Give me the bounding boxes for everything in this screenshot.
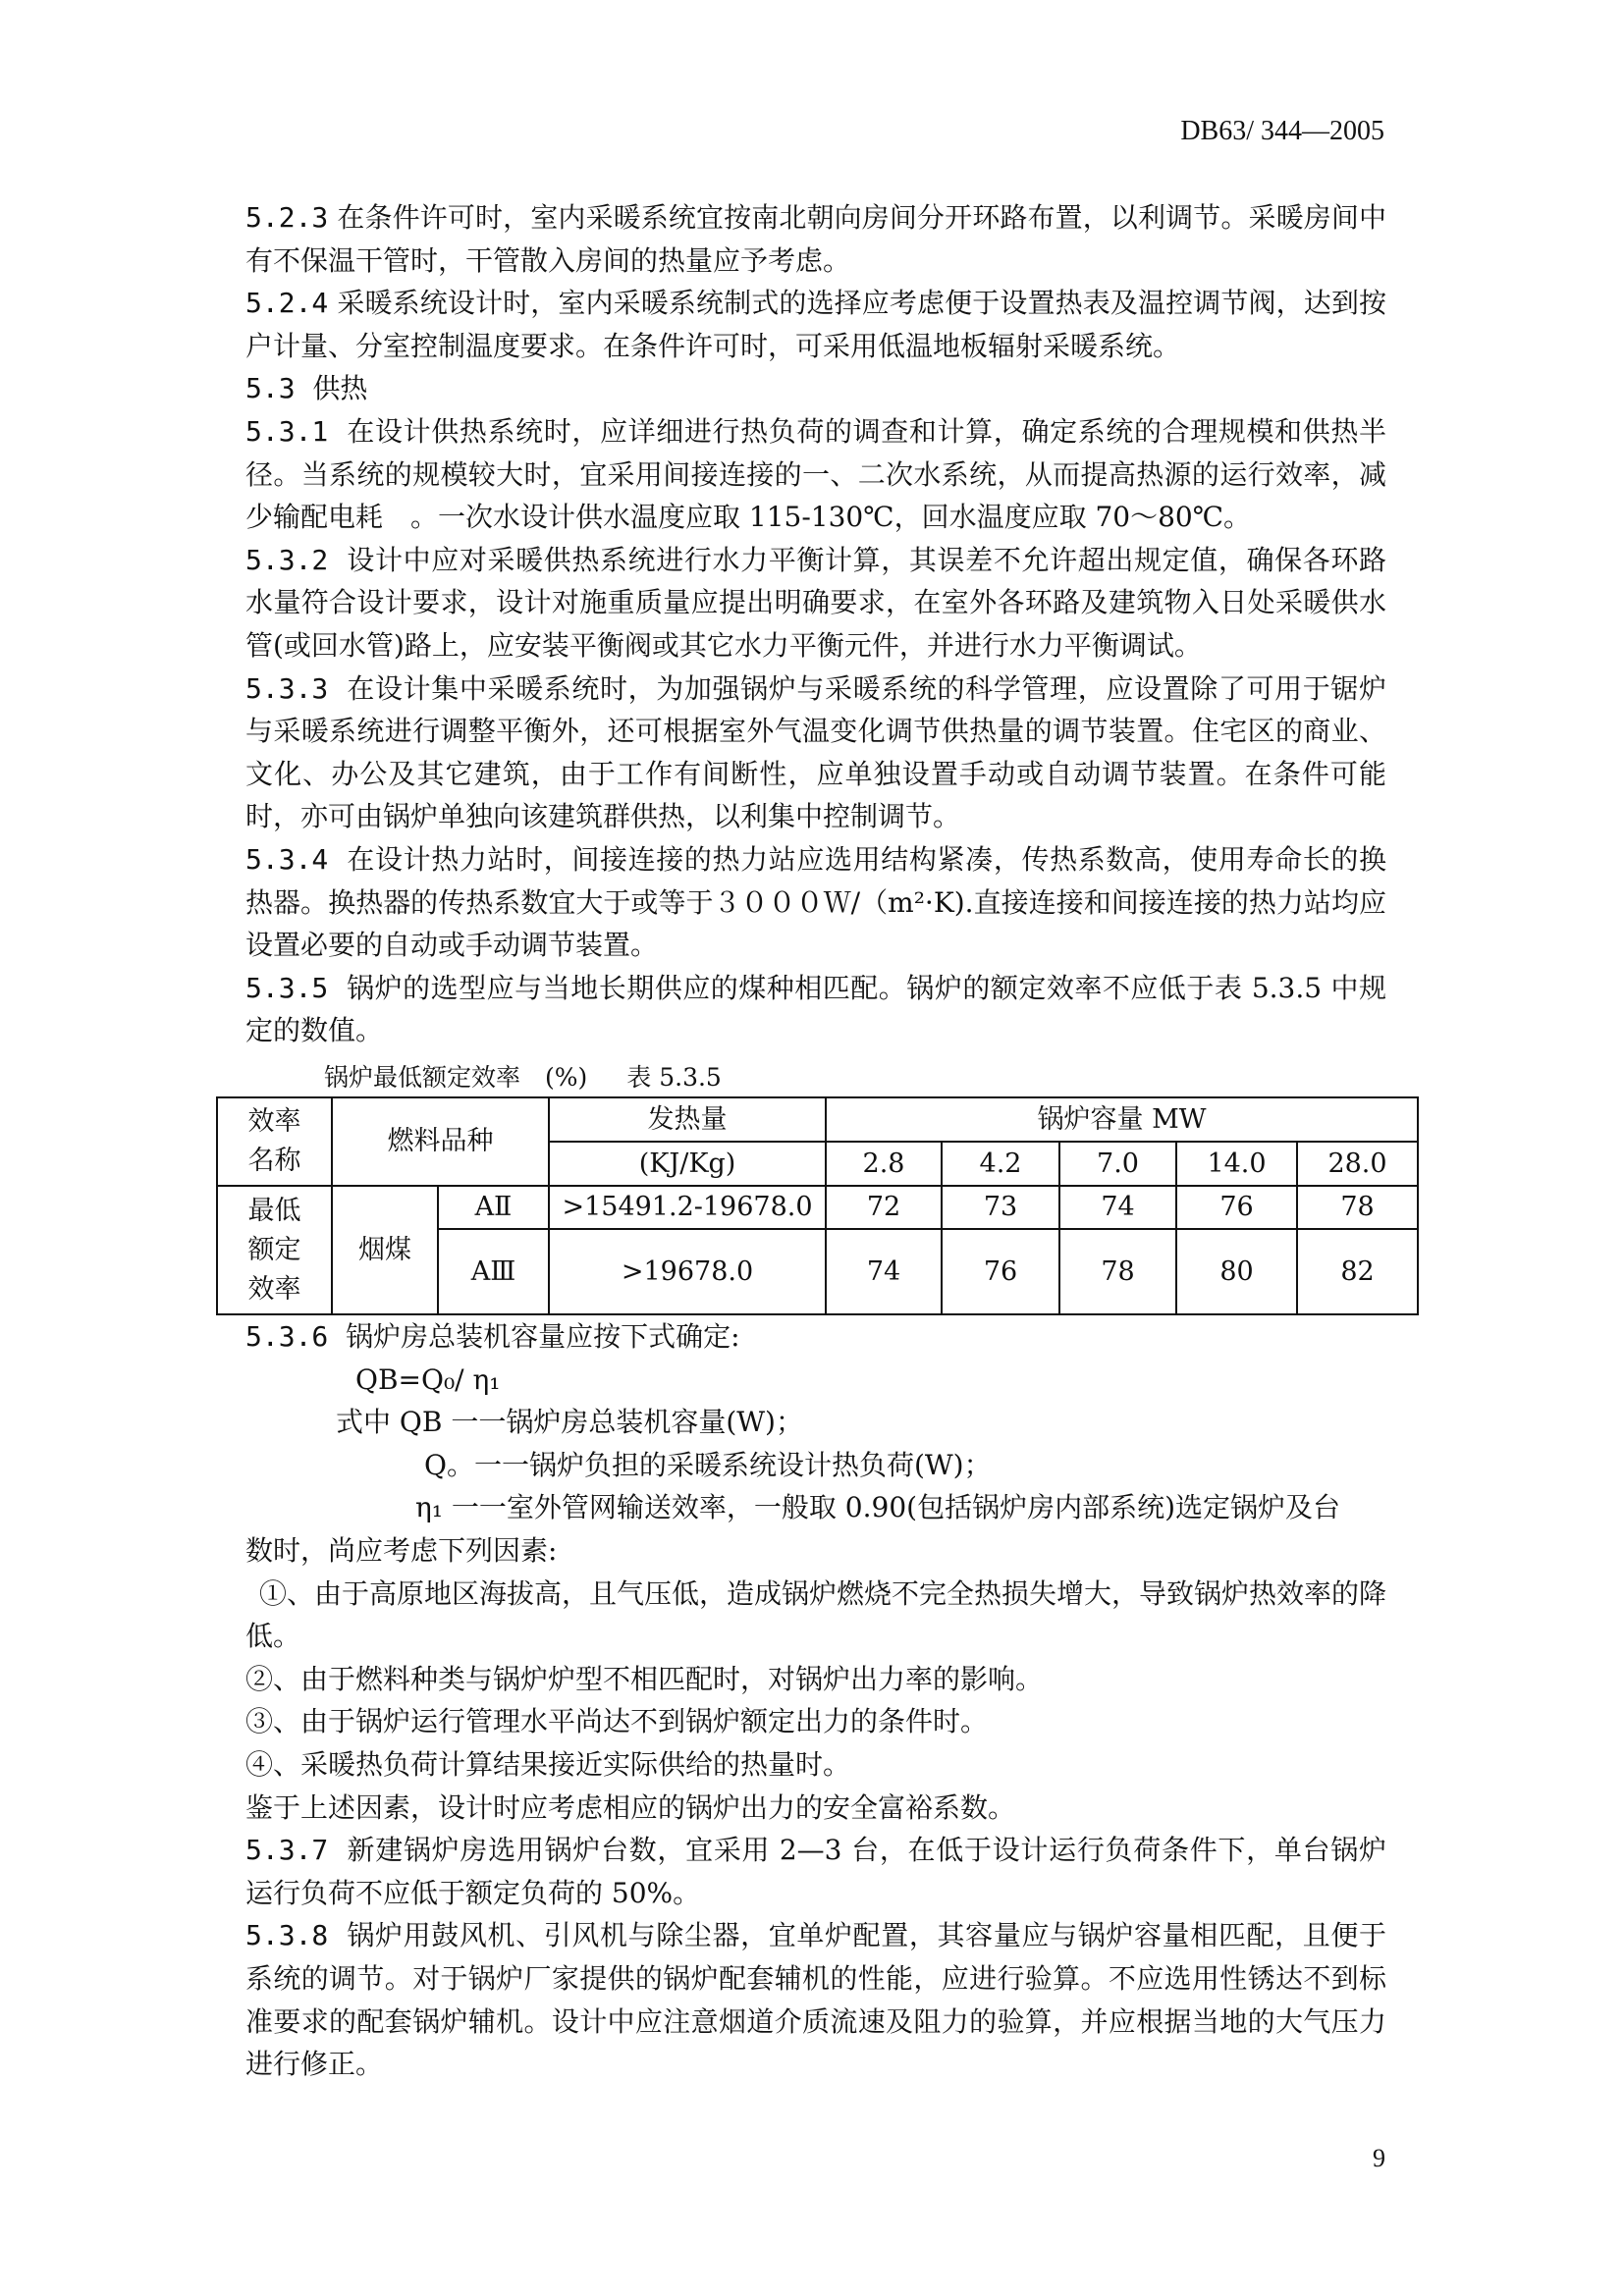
grade-cell: AⅡ [438, 1186, 549, 1229]
value-cell: 82 [1297, 1229, 1418, 1314]
paragraph-5-3-6: 5.3.6 锅炉房总装机容量应按下式确定: [245, 1320, 740, 1353]
table-caption: 锅炉最低额定效率 (%) 表 5.3.5 [324, 1063, 722, 1092]
definition-eta-cont: 数时，尚应考虑下列因素: [245, 1533, 558, 1567]
paragraph-5-3-5: 5.3.5 锅炉的选型应与当地长期供应的煤种相匹配。锅炉的额定效率不应低于表 5.3.5 中规定的数值。 [245, 971, 1386, 1047]
paragraph-5-3-2: 5.3.2 设计中应对采暖供热系统进行水力平衡计算，其误差不允许超出规定值，确保各环路水量符合设计要求，设计对施重质量应提出明确要求，在室外各环路及建筑物入日处采暖供水管(或回水管)路上，应安装平衡阀或其它水力平衡元件，并进行水力平衡调试。 [245, 543, 1386, 662]
paragraph-5-3-7: 5.3.7 新建锅炉房选用锅炉台数，宜采用 2—3 台，在低于设计运行负荷条件下，单台锅炉运行负荷不应低于额定负荷的 50%。 [245, 1834, 1386, 1909]
capacity-cell: 7.0 [1059, 1142, 1176, 1186]
value-cell: 73 [942, 1186, 1059, 1229]
paragraph-5-2-3: 5.2.3 在条件许可时，室内采暖系统宜按南北朝向房间分开环路布置，以利调节。采暖房间中有不保温干管时，干管散入房间的热量应予考虑。 [245, 201, 1386, 277]
paragraph-5-3-4: 5.3.4 在设计热力站时，间接连接的热力站应选用结构紧凑，传热系数高，使用寿命长的换热器。换热器的传热系数宜大于或等于３０００Ｗ/（m²·K).直接连接和间接连接的热力站均应设置必要的自动或手动调节装置。 [245, 842, 1386, 962]
capacity-cell: 28.0 [1297, 1142, 1418, 1186]
paragraph-5-3-3: 5.3.3 在设计集中采暖系统时，为加强锅炉与采暖系统的科学管理，应设置除了可用于锯炉与采暖系统进行调整平衡外，还可根据室外气温变化调节供热量的调节装置。住宅区的商业、文化、办公及其它建筑，由于工作有间断性，应单独设置手动或自动调节装置。在条件可能时，亦可由锅炉单独向该建筑群供热，以利集中控制调节。 [245, 671, 1386, 833]
capacity-cell: 14.0 [1176, 1142, 1297, 1186]
definition-q0: Q。一一锅炉负担的采暖系统设计热负荷(W)； [424, 1448, 992, 1481]
formula: QB=Q₀/ η₁ [355, 1362, 501, 1396]
factor-1: ①、由于高原地区海拔高，且气压低，造成锅炉燃烧不完全热损失增大，导致锅炉热效率的降低。 [245, 1576, 1387, 1653]
document-header: DB63/ 344—2005 [1180, 116, 1384, 146]
value-cell: 78 [1297, 1186, 1418, 1229]
page-number: 9 [1373, 2144, 1385, 2172]
conclusion: 鉴于上述因素，设计时应考虑相应的锅炉出力的安全富裕系数。 [245, 1790, 1016, 1824]
grade-cell: AⅢ [438, 1229, 549, 1314]
capacity-cell: 2.8 [826, 1142, 942, 1186]
efficiency-table [216, 1096, 1419, 1315]
body-text-after-table [245, 1315, 1386, 2086]
factor-3: ③、由于锅炉运行管理水平尚达不到锅炉额定出力的条件时。 [245, 1705, 989, 1738]
definition-qb: 式中 QB 一一锅炉房总装机容量(W)； [336, 1406, 803, 1439]
heat-cell: >15491.2-19678.0 [549, 1186, 826, 1229]
value-cell: 72 [826, 1186, 942, 1229]
section-heading-5-3: 5.3 供热 [245, 372, 368, 405]
header-heat-unit: (KJ/Kg) [549, 1142, 826, 1186]
value-cell: 74 [826, 1229, 942, 1314]
table-row [217, 1186, 1418, 1229]
header-heat-value: 发热量 [549, 1097, 826, 1142]
body-text [245, 196, 1386, 1052]
factor-4: ④、采暖热负荷计算结果接近实际供给的热量时。 [245, 1747, 851, 1781]
value-cell: 78 [1059, 1229, 1176, 1314]
fuel-cell: 烟煤 [332, 1186, 438, 1314]
value-cell: 80 [1176, 1229, 1297, 1314]
header-fuel-type: 燃料品种 [332, 1097, 549, 1186]
factor-2: ②、由于燃料种类与锅炉炉型不相匹配时，对锅炉出力率的影响。 [245, 1662, 1044, 1695]
heat-cell: >19678.0 [549, 1229, 826, 1314]
paragraph-5-3-1: 5.3.1 在设计供热系统时，应详细进行热负荷的调查和计算，确定系统的合理规模和供热半径。当系统的规模较大时，宜采用间接连接的一、二次水系统，从而提高热源的运行效率，减少输配电耗 。一次水设计供水温度应取 115-130℃，回水温度应取 70～80℃。 [245, 414, 1386, 534]
capacity-cell: 4.2 [942, 1142, 1059, 1186]
value-cell: 76 [942, 1229, 1059, 1314]
paragraph-5-2-4: 5.2.4 采暖系统设计时，室内采暖系统制式的选择应考虑便于设置热表及温控调节阀，达到按户计量、分室控制温度要求。在条件许可时，可采用低温地板辐射采暖系统。 [245, 287, 1386, 362]
header-efficiency-name: 效率 名称 [217, 1097, 332, 1186]
value-cell: 76 [1176, 1186, 1297, 1229]
value-cell: 74 [1059, 1186, 1176, 1229]
header-boiler-capacity: 锅炉容量 MW [826, 1097, 1418, 1142]
paragraph-5-3-8: 5.3.8 锅炉用鼓风机、引风机与除尘器，宜单炉配置，其容量应与锅炉容量相匹配，且便于系统的调节。对于锅炉厂家提供的锅炉配套辅机的性能，应进行验算。不应选用性锈达不到标准要求的配套锅炉辅机。设计中应注意烟道介质流速及阻力的验算，并应根据当地的大气压力进行修正。 [245, 1919, 1386, 2081]
row-label: 最低 额定 效率 [217, 1186, 332, 1314]
definition-eta: η₁ 一一室外管网输送效率，一般取 0.90(包括锅炉房内部系统)选定锅炉及台 [415, 1491, 1340, 1524]
